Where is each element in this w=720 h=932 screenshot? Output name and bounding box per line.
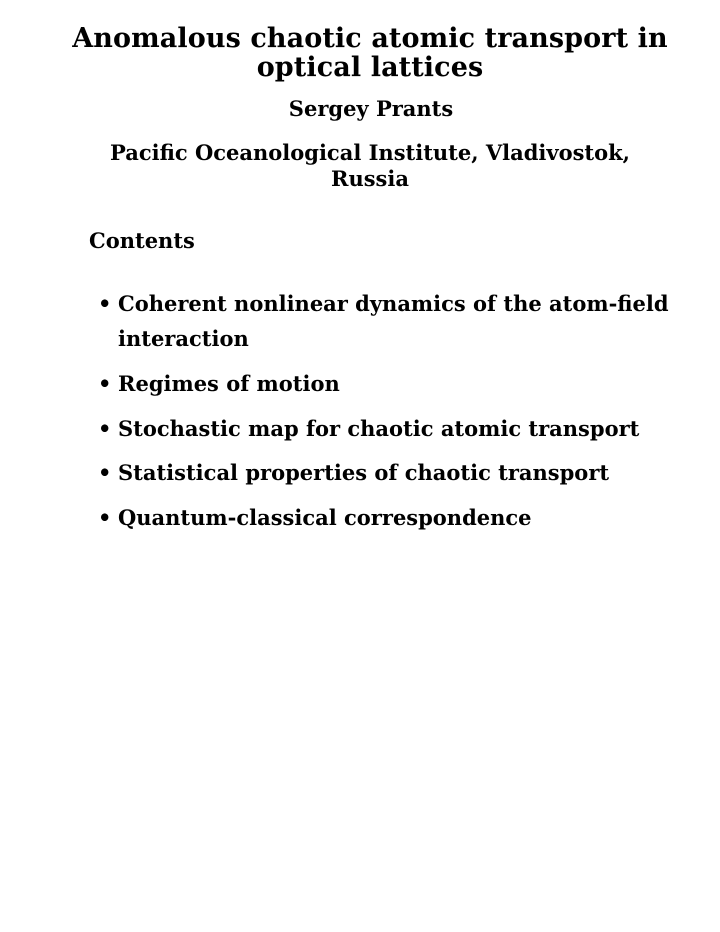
list-item-text: Regimes of motion — [118, 371, 340, 396]
bullet-icon: • — [98, 291, 112, 316]
list-item — [98, 500, 688, 535]
bullet-icon: • — [98, 505, 112, 530]
list-item-text: Coherent nonlinear dynamics of the atom-field interaction — [118, 291, 669, 351]
list-item — [98, 455, 688, 490]
contents-heading: Contents — [89, 228, 195, 253]
paper-title: Anomalous chaotic atomic transport in optical lattices — [72, 23, 668, 83]
bullet-icon: • — [98, 371, 112, 396]
affiliation: Pacific Oceanological Institute, Vladivostok, Russia — [110, 140, 630, 191]
author-name: Sergey Prants — [288, 96, 454, 121]
list-item — [98, 366, 688, 401]
list-item-text: Stochastic map for chaotic atomic transport — [118, 416, 640, 441]
list-item-text: Quantum-classical correspondence — [118, 505, 532, 530]
bullet-icon: • — [98, 416, 112, 441]
bullet-icon: • — [98, 460, 112, 485]
list-item — [98, 286, 688, 356]
list-item-text: Statistical properties of chaotic transport — [118, 460, 610, 485]
list-item — [98, 411, 688, 446]
